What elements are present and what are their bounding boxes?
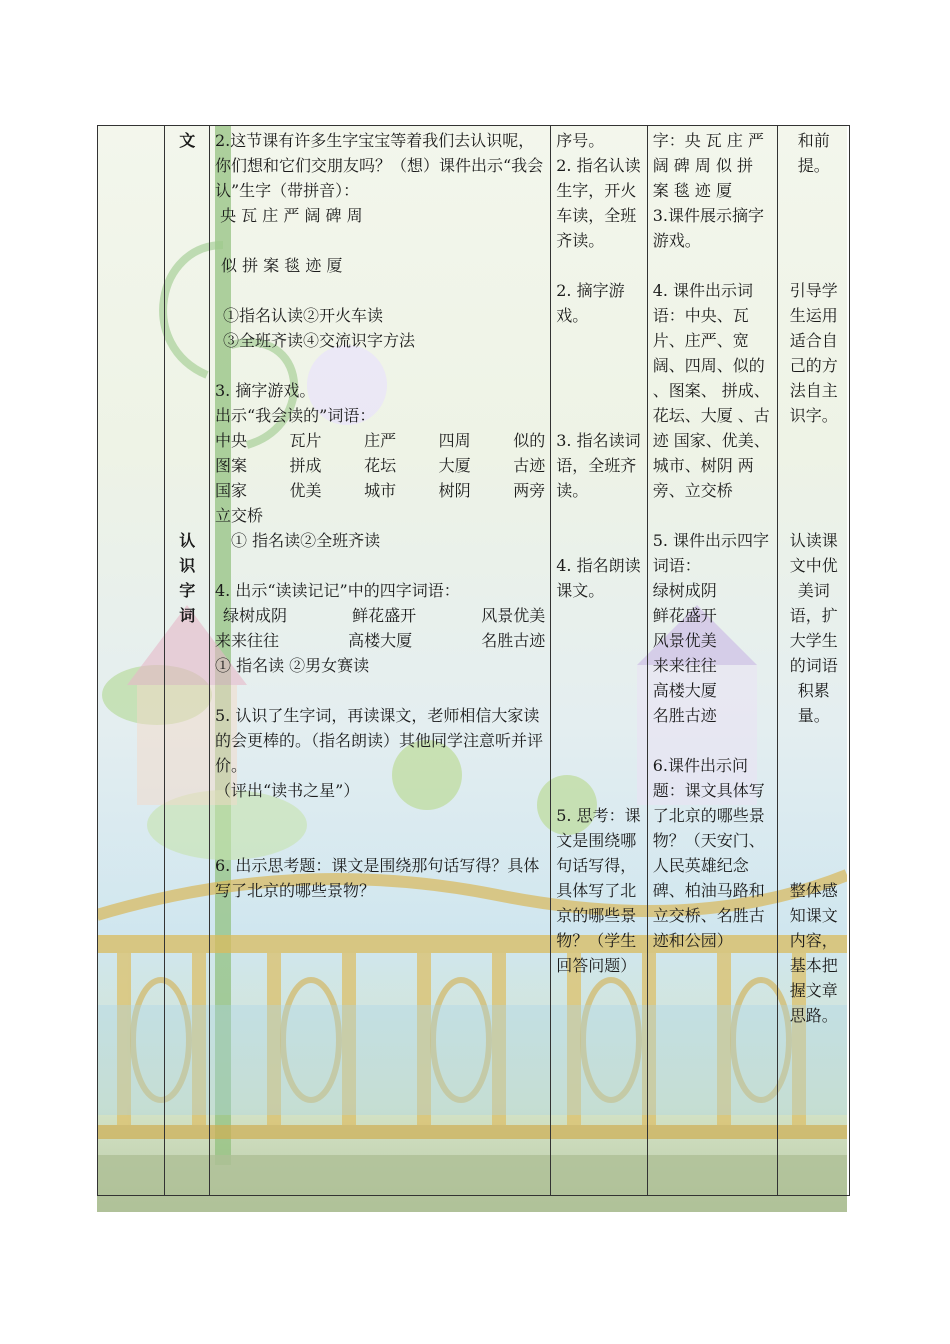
word: 拼成 <box>289 456 322 475</box>
idiom: 高楼大厦 <box>348 631 413 650</box>
idioms-row <box>215 603 545 628</box>
word: 瓦片 <box>289 431 322 450</box>
media-m5-item: 名胜古迹 <box>652 706 717 725</box>
step3-title: 3. 摘字游戏。 <box>215 381 316 400</box>
table-row <box>98 126 850 1196</box>
teacher-activity-cell <box>210 126 551 1196</box>
word: 古迹 <box>513 456 546 475</box>
media-m3: 3.课件展示摘字游戏。 <box>652 206 764 250</box>
intent-i2: 认读课文中优美词语，扩大学生的词语积累量。 <box>789 531 838 725</box>
word: 两旁 <box>513 481 546 500</box>
idiom: 风景优美 <box>481 606 546 625</box>
step3-show: 出示“我会读的”词语： <box>215 406 376 425</box>
word: 城市 <box>364 481 397 500</box>
media-m5-item: 绿树成阴 <box>652 581 717 600</box>
blank-column-cell <box>98 126 165 1196</box>
words-row <box>215 428 545 453</box>
section-label: 认识字词 <box>179 531 196 625</box>
student-s5: 5. 思考：课文是围绕哪句话写得，具体写了北京的哪些景物？（学生回答问题） <box>556 806 641 975</box>
word: 优美 <box>289 481 322 500</box>
step5-note: （评出“读书之星”） <box>215 781 360 800</box>
lesson-plan-table <box>97 125 850 1196</box>
step3-methods: ① 指名读②全班齐读 <box>231 531 381 550</box>
word-last: 立交桥 <box>215 506 264 525</box>
word: 树阴 <box>438 481 471 500</box>
media-m0: 字：央 瓦 庄 严 阔 碑 周 似 拼 案 毯 迹 厦 <box>652 131 770 200</box>
step4-methods: ① 指名读 ②男女赛读 <box>215 656 370 675</box>
idioms-table <box>215 603 545 653</box>
methods-line-2: ③全班齐读④交流识字方法 <box>223 331 416 350</box>
word: 大厦 <box>438 456 471 475</box>
step5-text: 5. 认识了生字词，再读课文，老师相信大家读的会更棒的。（指名朗读）其他同学注意听并评价。 <box>215 706 544 775</box>
student-s4: 4. 指名朗读课文。 <box>556 556 641 600</box>
media-m5-title: 5. 课件出示四字词语： <box>652 531 770 575</box>
media-m5-item: 高楼大厦 <box>652 681 717 700</box>
words-row <box>215 453 545 478</box>
student-s0: 序号。 <box>556 131 605 150</box>
media-m6: 6.课件出示问题：课文具体写了北京的哪些景物？（天安门、人民英雄纪念碑、柏油马路和立交桥、名胜古迹和公园） <box>652 756 765 950</box>
step6-text: 6. 出示思考题：课文是围绕那句话写得？具体写了北京的哪些景物？ <box>215 856 540 900</box>
words-row <box>215 478 545 503</box>
word: 花坛 <box>364 456 397 475</box>
student-s3: 3. 指名读词语，全班齐读。 <box>556 431 641 500</box>
intro-text: 2.这节课有许多生字宝宝等着我们去认识呢，你们想和它们交朋友吗？（想）课件出示“我会认”生字（带拼音）： <box>215 131 544 200</box>
idiom: 鲜花盛开 <box>352 606 417 625</box>
intent-i1: 引导学生运用适合自己的方法自主识字。 <box>789 281 838 425</box>
media-m4: 4. 课件出示词语：中央、瓦片、庄严、宽阔、四周、似的 、图案、 拼成、花坛、大厦 、古迹 国家、优美、城市、树阴 两旁、立交桥 <box>652 281 770 500</box>
word: 国家 <box>215 481 248 500</box>
intent-cell <box>778 126 850 1196</box>
student-s2a: 2. 指名认读生字，开火车读，全班齐读。 <box>556 156 641 250</box>
media-m5-item: 风景优美 <box>652 631 717 650</box>
word: 四周 <box>438 431 471 450</box>
top-label: 文 <box>179 131 196 150</box>
section-label-cell <box>165 126 210 1196</box>
idioms-row <box>215 628 545 653</box>
methods-line-1: ①指名认读②开火车读 <box>223 306 384 325</box>
word: 庄严 <box>364 431 397 450</box>
intent-i3: 整体感知课文内容，基本把握文章思路。 <box>789 881 838 1025</box>
word: 中央 <box>215 431 248 450</box>
media-m5-item: 鲜花盛开 <box>652 606 717 625</box>
idiom: 来来往往 <box>215 631 280 650</box>
idiom: 名胜古迹 <box>481 631 546 650</box>
word: 似的 <box>513 431 546 450</box>
media-cell <box>647 126 778 1196</box>
chars-line-2: 似 拼 案 毯 迹 厦 <box>221 256 343 275</box>
step4-title: 4. 出示“读读记记”中的四字词语： <box>215 581 460 600</box>
chars-line-1: 央 瓦 庄 严 阔 碑 周 <box>215 206 363 225</box>
intent-i0: 和前提。 <box>797 131 830 175</box>
word: 图案 <box>215 456 248 475</box>
idiom: 绿树成阴 <box>223 606 288 625</box>
words-table <box>215 428 545 503</box>
student-activity-cell <box>551 126 647 1196</box>
media-m5-item: 来来往往 <box>652 656 717 675</box>
student-s2b: 2. 摘字游戏。 <box>556 281 625 325</box>
